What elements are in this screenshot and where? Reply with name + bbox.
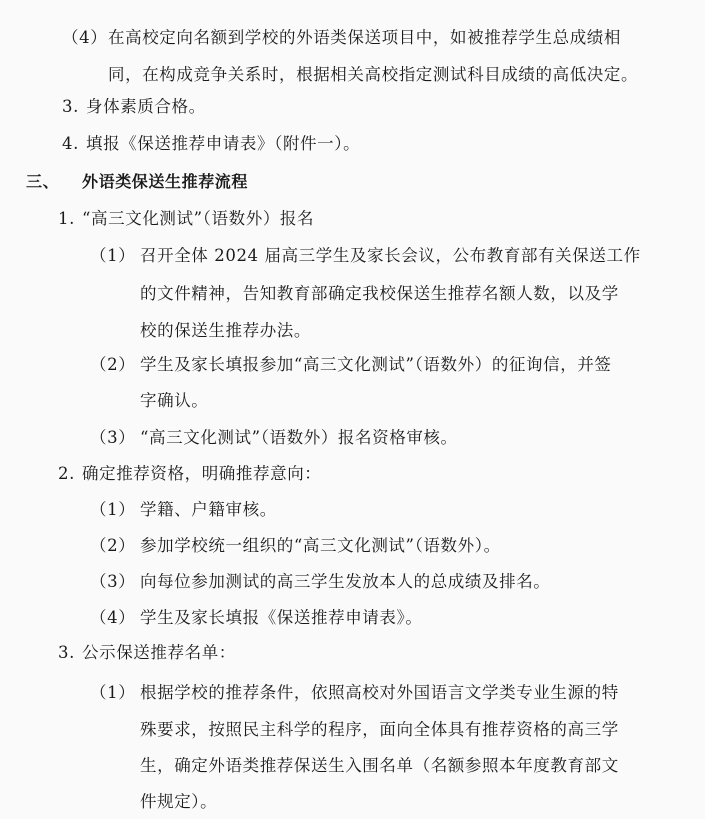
list-item bbox=[90, 427, 458, 449]
item-text: 召开全体 2024 届高三学生及家长会议，公布教育部有关保送工作 bbox=[140, 246, 641, 265]
list-item bbox=[58, 642, 236, 664]
item-text: 身体素质合格。 bbox=[86, 97, 206, 116]
item-number: （2） bbox=[90, 536, 136, 555]
continuation-line bbox=[140, 791, 217, 813]
continuation-line bbox=[140, 755, 619, 777]
list-item bbox=[62, 96, 206, 118]
item-text: 殊要求，按照民主科学的程序，面向全体具有推荐资格的高三学 bbox=[140, 720, 619, 739]
continuation-line bbox=[140, 719, 619, 741]
item-text: 的文件精神，告知教育部确定我校保送生推荐名额人数，以及学 bbox=[140, 284, 619, 303]
item-number: （4） bbox=[62, 28, 108, 47]
continuation-line bbox=[140, 320, 311, 342]
list-item bbox=[90, 245, 641, 267]
item-text: 学生及家长填报参加“高三文化测试”（语数外）的征询信，并签 bbox=[140, 355, 612, 374]
section-title: 外语类保送生推荐流程 bbox=[82, 172, 249, 191]
list-item bbox=[90, 607, 422, 629]
item-number: （3） bbox=[90, 428, 136, 447]
item-number: 4. bbox=[62, 134, 79, 153]
list-item bbox=[58, 208, 314, 230]
list-item bbox=[90, 682, 619, 704]
item-text: “高三文化测试”（语数外）报名 bbox=[82, 209, 315, 228]
item-number: 1. bbox=[58, 209, 75, 228]
list-item bbox=[90, 571, 550, 593]
item-number: （2） bbox=[90, 355, 136, 374]
item-text: 校的保送生推荐办法。 bbox=[140, 321, 311, 340]
list-item bbox=[90, 354, 612, 376]
list-item bbox=[62, 27, 621, 49]
item-number: （1） bbox=[90, 500, 136, 519]
continuation-line bbox=[140, 390, 208, 412]
item-text: 参加学校统一组织的“高三文化测试”（语数外）。 bbox=[140, 536, 501, 555]
list-item bbox=[58, 463, 321, 485]
item-number: 3. bbox=[62, 97, 79, 116]
item-text: 公示保送推荐名单： bbox=[82, 643, 236, 662]
section-number: 三、 bbox=[26, 172, 60, 191]
item-number: （3） bbox=[90, 572, 136, 591]
item-text: 在高校定向名额到学校的外语类保送项目中，如被推荐学生总成绩相 bbox=[108, 28, 621, 47]
item-text: 同，在构成竞争关系时，根据相关高校指定测试科目成绩的高低决定。 bbox=[108, 65, 639, 84]
item-text: 确定推荐资格，明确推荐意向： bbox=[82, 464, 322, 483]
item-text: 件规定）。 bbox=[140, 792, 218, 811]
item-text: 填报《保送推荐申请表》（附件一）。 bbox=[86, 134, 361, 153]
list-item bbox=[90, 499, 277, 521]
item-text: “高三文化测试”（语数外）报名资格审核。 bbox=[140, 428, 458, 447]
list-item bbox=[62, 133, 360, 155]
item-text: 生，确定外语类推荐保送生入围名单（名额参照本年度教育部文 bbox=[140, 756, 619, 775]
item-text: 向每位参加测试的高三学生发放本人的总成绩及排名。 bbox=[140, 572, 551, 591]
item-text: 学生及家长填报《保送推荐申请表》。 bbox=[140, 608, 423, 627]
item-text: 根据学校的推荐条件，依照高校对外国语言文学类专业生源的特 bbox=[140, 683, 619, 702]
item-text: 字确认。 bbox=[140, 391, 209, 410]
item-number: 2. bbox=[58, 464, 75, 483]
item-number: 3. bbox=[58, 643, 75, 662]
list-item bbox=[90, 535, 501, 557]
item-number: （1） bbox=[90, 683, 136, 702]
continuation-line bbox=[140, 283, 619, 305]
item-number: （4） bbox=[90, 608, 136, 627]
item-text: 学籍、户籍审核。 bbox=[140, 500, 277, 519]
section-heading bbox=[26, 171, 248, 193]
item-number: （1） bbox=[90, 246, 136, 265]
continuation-line bbox=[108, 64, 638, 86]
